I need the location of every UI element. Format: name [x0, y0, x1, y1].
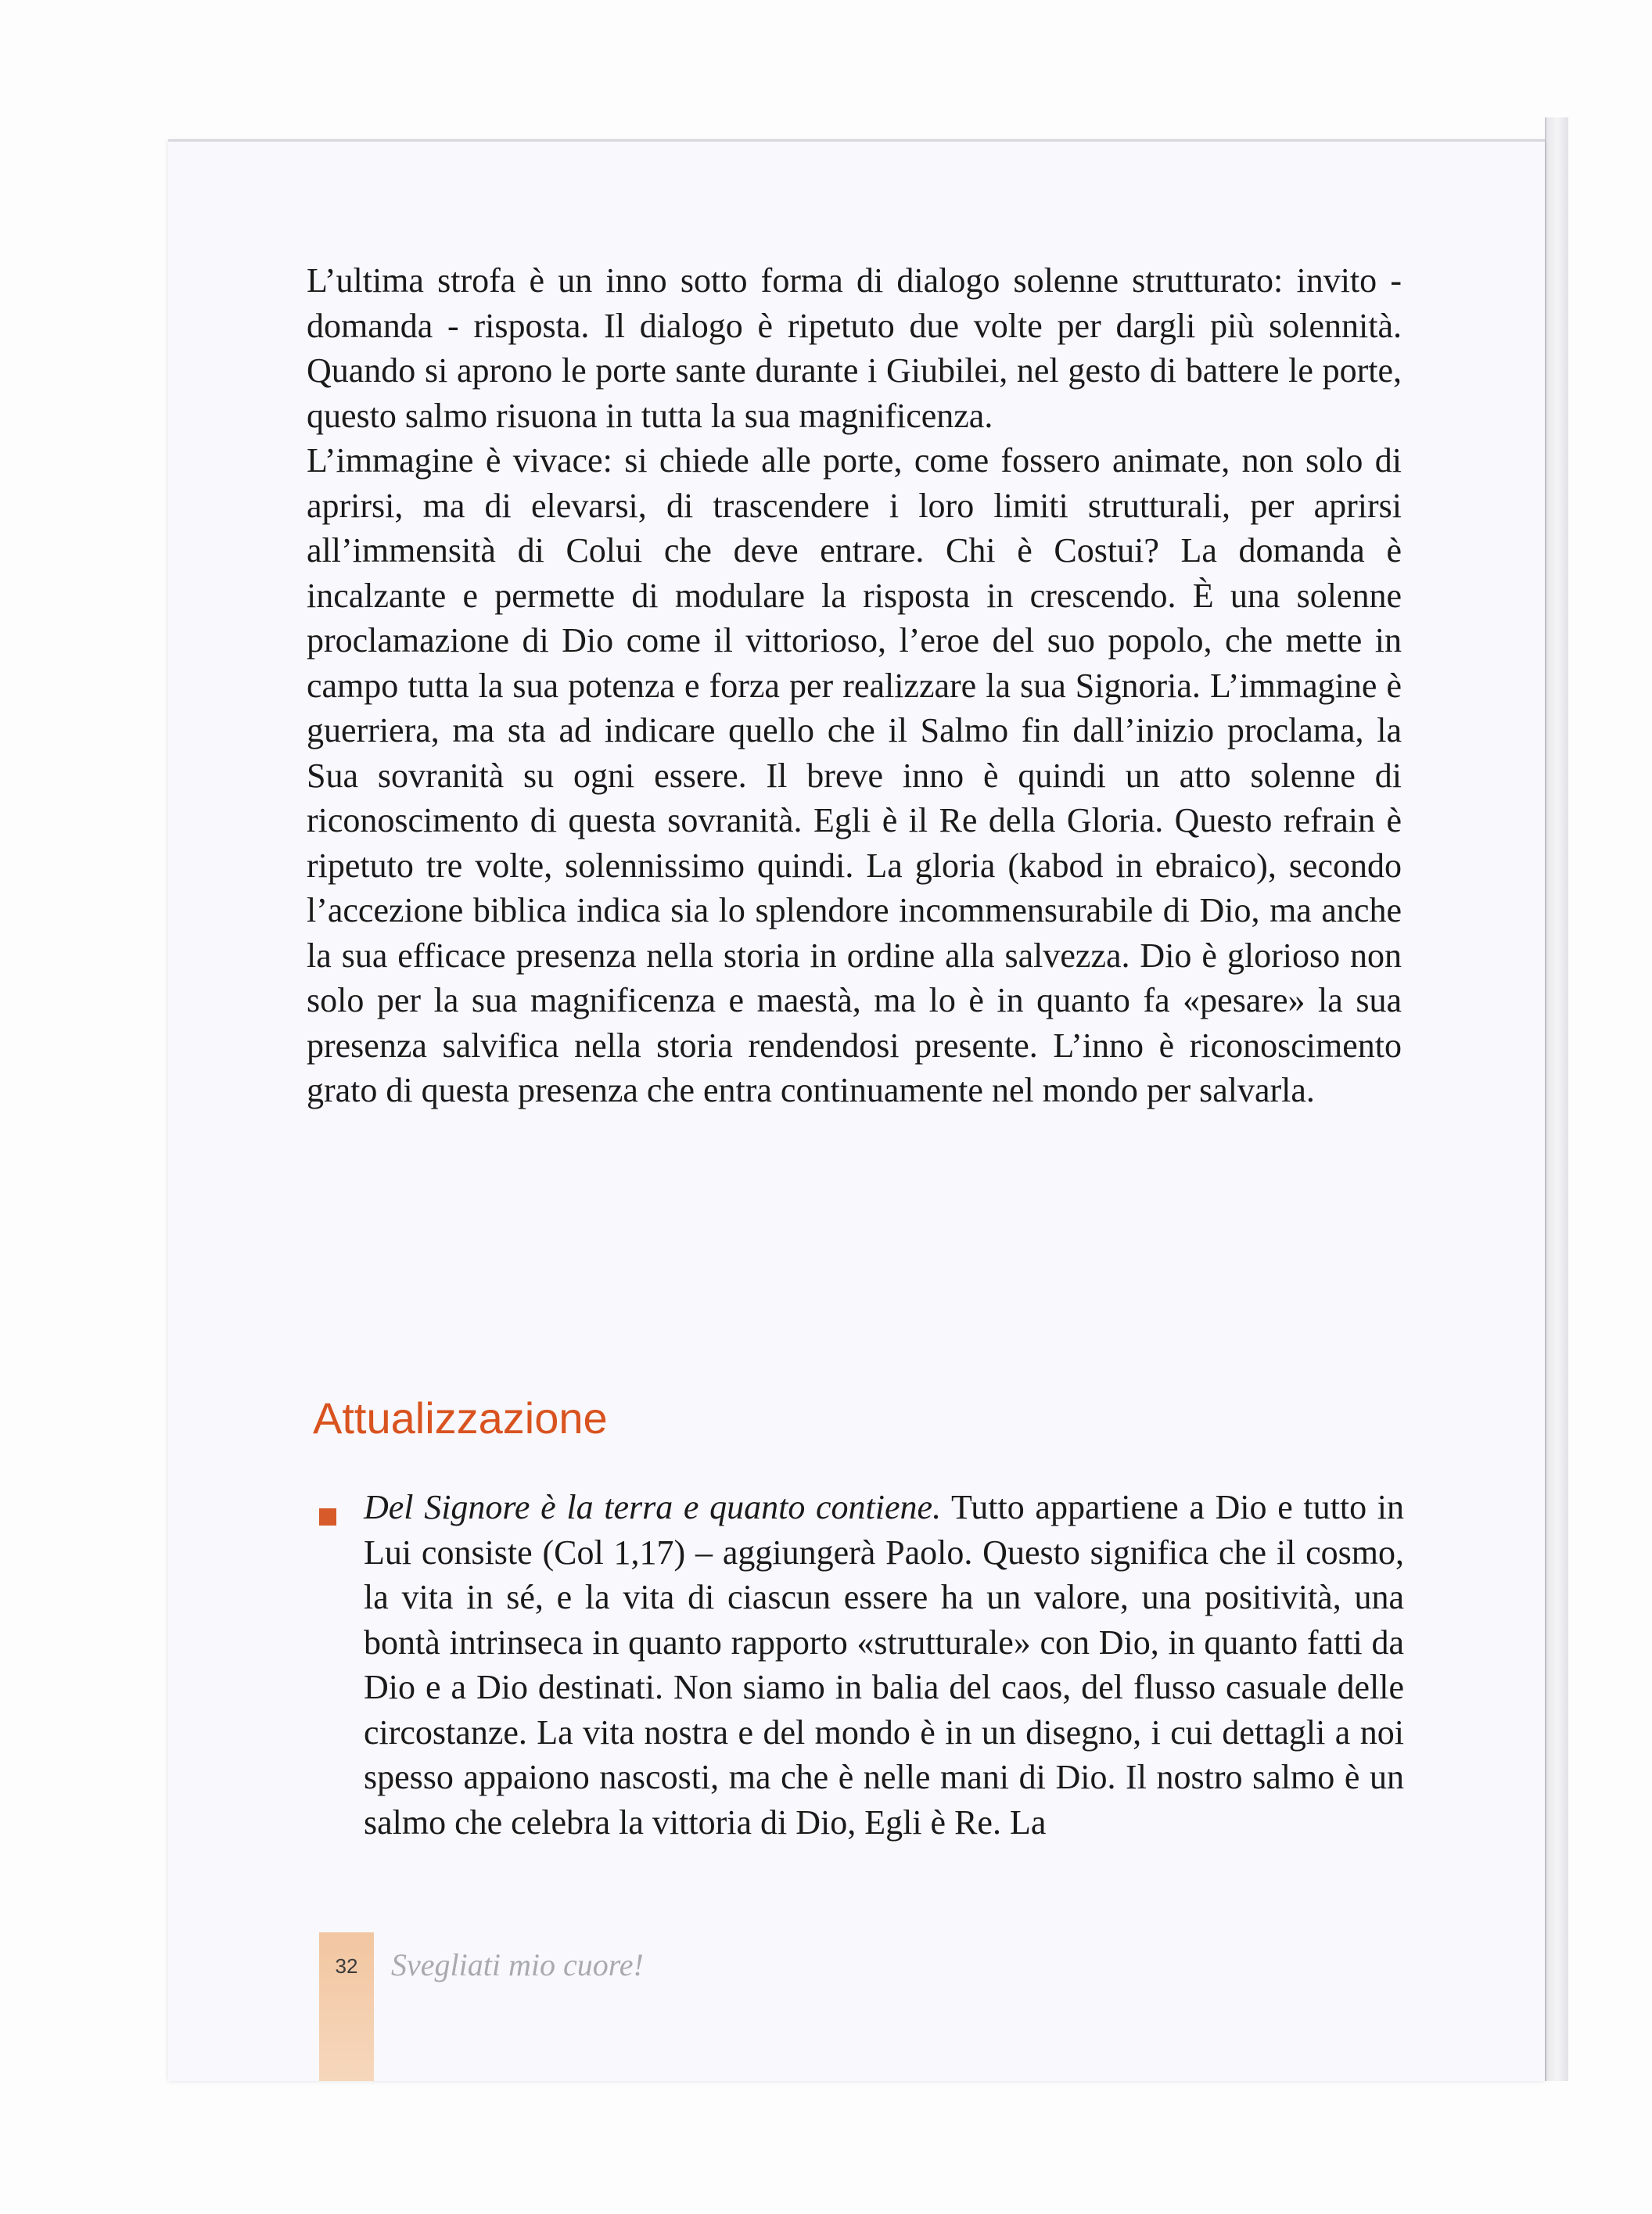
bullet-square-icon [319, 1508, 336, 1526]
section-heading: Attualizzazione [313, 1393, 608, 1443]
bullet-body: Tutto appartiene a Dio e tutto in Lui consiste (Col 1,17) – aggiungerà Paolo. Questo significa che il cosmo, la vita in sé, e la vita di ciascun essere ha un valore, una positività, una bontà intrinseca in quanto rapporto «strutturale» con Dio, in quanto fatti da Dio e a Dio destinati. Non siamo in balia del caos, del flusso casuale delle circostanze. La vita nostra e del mondo è in un disegno, i cui dettagli a noi spesso appaiono nascosti, ma che è nelle mani di Dio. Il nostro salmo è un salmo che celebra la vittoria di Dio, Egli è Re. La [364, 1488, 1404, 1842]
paragraph-1: L’ultima strofa è un inno sotto forma di dialogo solenne strutturato: invito - domanda - risposta. Il dialogo è ripetuto due volte per dargli più solennità. Quando si aprono le porte sante durante i Giubilei, nel gesto di battere le porte, questo salmo risuona in tutta la sua magnificenza. [307, 261, 1402, 435]
bullet-item [313, 1485, 1404, 1845]
running-footer-title: Svegliati mio cuore! [391, 1947, 644, 1982]
bullet-paragraph [364, 1485, 1404, 1845]
bullet-italic-lead: Del Signore è la terra e quanto contiene. [364, 1488, 942, 1526]
binding-edge [1545, 117, 1568, 2081]
body-text [307, 258, 1402, 1113]
page-top-edge [168, 139, 1545, 142]
page-number: 32 [335, 1954, 358, 1978]
paragraph-2: L’immagine è vivace: si chiede alle porte, come fossero animate, non solo di aprirsi, ma di elevarsi, di trascendere i loro limiti strutturali, per aprirsi all’immensità di Colui che deve entrare. Chi è Costui? La domanda è incalzante e permette di modulare la risposta in crescendo. È una solenne proclamazione di Dio come il vittorioso, l’eroe del suo popolo, che mette in campo tutta la sua potenza e forza per realizzare la sua Signoria. L’immagine è guerriera, ma sta ad indicare quello che il Salmo fin dall’inizio proclama, la Sua sovranità su ogni essere. Il breve inno è quindi un atto solenne di riconoscimento di questa sovranità. Egli è il Re della Gloria. Questo refrain è ripetuto tre volte, solennissimo quindi. La gloria (kabod in ebraico), secondo l’accezione biblica indica sia lo splendore incommensurabile di Dio, ma anche la sua efficace presenza nella storia in ordine alla salvezza. Dio è glorioso non solo per la sua magnificenza e maestà, ma lo è in quanto fa «pesare» la sua presenza salvifica nella storia rendendosi presente. L’inno è riconoscimento grato di questa presenza che entra continuamente nel mondo per salvarla. [307, 441, 1402, 1109]
